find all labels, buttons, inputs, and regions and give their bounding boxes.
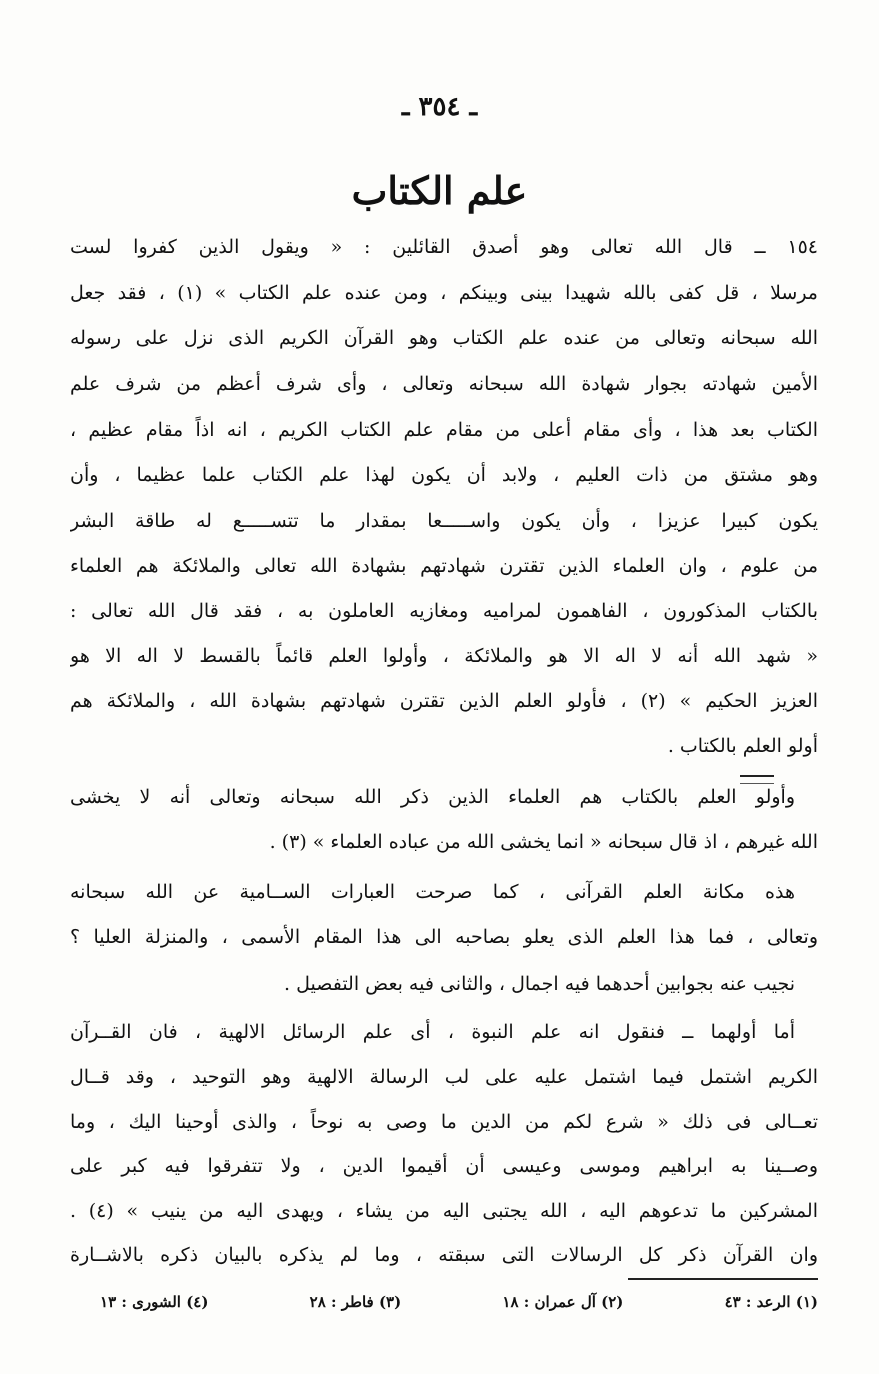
text-line: وان القرآن ذكر كل الرسالات التى سبقته ، وما لم يذكره بالبيان ذكره بالاشــارة [70, 1244, 818, 1266]
footnote: (٢) آل عمران : ١٨ [502, 1293, 624, 1311]
text-line: الأمين شهادته بجوار شهادة الله سبحانه وتعالى ، وأى شرف أعظم من شرف علم [70, 373, 818, 395]
text-line: بالكتاب المذكورون ، الفاهمون لمراميه ومغازيه العاملون به ، فقد قال الله تعالى : [70, 600, 818, 622]
text-line: يكون كبيرا عزيزا ، وأن يكون واســـــعا بمقدار ما تتســـــع له طاقة البشر [70, 510, 818, 532]
text-line: المشركين ما تدعوهم اليه ، الله يجتبى اليه من يشاء ، ويهدى اليه من ينيب » (٤) . [70, 1200, 818, 1222]
text-line: وهو مشتق من ذات العليم ، ولابد أن يكون لهذا علم الكتاب علما عظيما ، وأن [70, 464, 818, 486]
text-line: الله غيرهم ، اذ قال سبحانه « انما يخشى الله من عباده العلماء » (٣) . [269, 831, 818, 853]
footnote: (٤) الشورى : ١٣ [100, 1293, 209, 1311]
footnotes [100, 1293, 818, 1323]
text-line: وأولو العلم بالكتاب هم العلماء الذين ذكر الله سبحانه وتعالى أنه لا يخشى [70, 786, 795, 808]
footnote-divider [628, 1278, 818, 1280]
text-line: أولو العلم بالكتاب . [667, 735, 818, 757]
footnote: (٣) فاطر : ٢٨ [309, 1293, 402, 1311]
text-line: نجيب عنه بجوابين أحدهما فيه اجمال ، والثانى فيه بعض التفصيل . [284, 973, 795, 995]
text-line: هذه مكانة العلم القرآنى ، كما صرحت العبارات الســامية عن الله سبحانه [70, 881, 795, 903]
text-line: وتعالى ، فما هذا العلم الذى يعلو بصاحبه الى هذا المقام الأسمى ، والمنزلة العليا ؟ [70, 926, 818, 948]
text-line: « شهد الله أنه لا اله الا هو والملائكة ، وأولوا العلم قائماً بالقسط لا اله الا هو [70, 645, 818, 667]
text-line: ١٥٤ ــ قال الله تعالى وهو أصدق القائلين : « ويقول الذين كفروا لست [70, 236, 818, 258]
page-number: ـ ٣٥٤ ـ [401, 92, 478, 122]
text-line: مرسلا ، قل كفى بالله شهيدا بينى وبينكم ، ومن عنده علم الكتاب » (١) ، فقد جعل [70, 282, 818, 304]
section-title: علم الكتاب [351, 168, 528, 213]
text-line: الكريم اشتمل فيما اشتمل عليه على لب الرسالة الالهية وهو التوحيد ، وقد قــال [70, 1066, 818, 1088]
text-line: الكتاب بعد هذا ، وأى مقام أعلى من مقام علم الكتاب الكريم ، انه اذاً مقام عظيم ، [70, 419, 818, 441]
text-line: من علوم ، وان العلماء الذين تقترن شهادتهم بشهادة الله تعالى والملائكة هم العلماء [70, 555, 818, 577]
text-line: الله سبحانه وتعالى من عنده علم الكتاب وهو القرآن الكريم الذى نزل على رسوله [70, 327, 818, 349]
text-line: تعــالى فى ذلك « شرع لكم من الدين ما وصى به نوحاً ، والذى أوحينا اليك ، وما [70, 1111, 818, 1133]
text-line: وصــينا به ابراهيم وموسى وعيسى أن أقيموا الدين ، ولا تتفرقوا فيه كبر على [70, 1155, 818, 1177]
footnote: (١) الرعد : ٤٣ [724, 1293, 818, 1311]
text-line: أما أولهما ــ فنقول انه علم النبوة ، أى علم الرسائل الالهية ، فان القــرآن [70, 1021, 795, 1043]
text-line: العزيز الحكيم » (٢) ، فأولو العلم الذين تقترن شهادتهم بشهادة الله ، والملائكة هم [70, 690, 818, 712]
